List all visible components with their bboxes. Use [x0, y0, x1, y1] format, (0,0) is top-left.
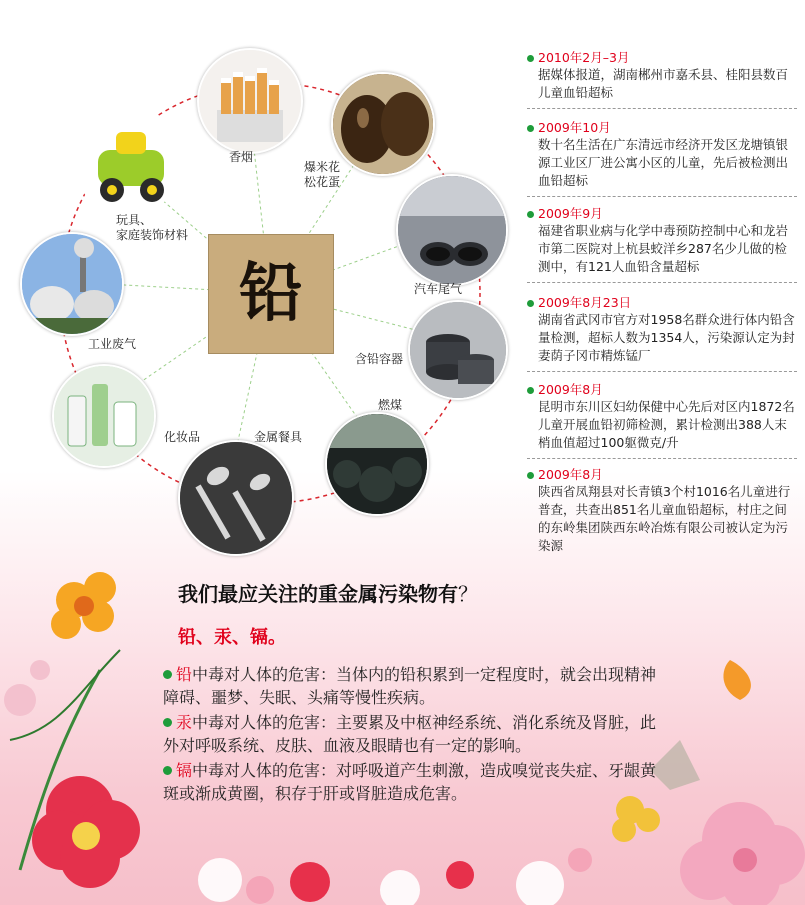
- question-mark: ？: [458, 582, 478, 606]
- news-text: 湖南省武冈市官方对1958名群众进行体内铅含量检测，超标人数为1354人，污染源认定为封妻荫子冈市精炼锰厂: [538, 312, 795, 363]
- label-coal: 燃煤: [378, 398, 403, 412]
- news-date: 2010年2月–3月: [538, 50, 630, 65]
- label-car-exhaust: 汽车尾气: [414, 282, 463, 296]
- car-exhaust-image: [396, 174, 508, 286]
- news-text: 陕西省凤翔县对长青镇3个村1016名儿童进行普查，共查出851名儿童血铅超标，村庄之间的东岭集团陕西东岭冶炼有限公司被认定为污染源: [538, 484, 791, 553]
- metal-name: 铅: [176, 665, 193, 684]
- question-text: 我们最应关注的重金属污染物有: [178, 582, 458, 606]
- butterfly-icon: [723, 660, 750, 700]
- divider: [527, 282, 797, 283]
- divider: [527, 458, 797, 459]
- news-item: [527, 467, 797, 555]
- news-date: 2009年10月: [538, 120, 611, 135]
- lead-character: 铅: [239, 257, 303, 331]
- toy-car-image: [74, 108, 182, 216]
- label-popcorn-egg: 爆米花 松花蛋: [304, 160, 341, 189]
- news-date: 2009年8月: [538, 382, 603, 397]
- flower-decoration-left: [0, 540, 170, 905]
- label-cigarettes: 香烟: [229, 150, 254, 164]
- bullet-icon: [163, 718, 172, 727]
- metal-tableware-image: [178, 440, 294, 556]
- news-date: 2009年8月23日: [538, 295, 632, 310]
- cigarettes-image: [197, 48, 303, 154]
- label-lead-container: 含铅容器: [355, 352, 404, 366]
- label-metal-tableware: 金属餐具: [254, 430, 303, 444]
- divider: [527, 371, 797, 372]
- metal-name: 汞: [176, 713, 193, 732]
- hazard-text: 中毒对人体的危害：当体内的铅积累到一定程度时，就会出现精神障碍、噩梦、失眠、头痛等慢性疾病。: [163, 665, 657, 707]
- hazard-text: 中毒对人体的危害：对呼吸道产生刺激，造成嗅觉丧失症、牙龈黄斑或渐成黄圈，积存于肝或肾脏造成危害。: [163, 761, 657, 803]
- bullet-icon: [527, 300, 534, 307]
- bullet-icon: [527, 387, 534, 394]
- metals-answer: 铅、汞、镉。: [178, 627, 286, 648]
- lead-hub: [208, 234, 334, 354]
- news-text: 昆明市东川区妇幼保健中心先后对区内1872名儿童开展血铅初筛检测，累计检测出388人末梢血值超过100躯微克/升: [538, 399, 795, 450]
- industrial-exhaust-image: [20, 232, 124, 336]
- label-industrial-exhaust: 工业废气: [88, 337, 137, 351]
- news-item: [527, 50, 797, 109]
- hazard-item-mercury: [163, 711, 663, 757]
- hazard-item-lead: [163, 663, 663, 709]
- label-cosmetics: 化妆品: [164, 430, 201, 444]
- bullet-icon: [527, 55, 534, 62]
- bullet-icon: [163, 766, 172, 775]
- preserved-egg-image: [331, 72, 435, 176]
- metal-name: 镉: [176, 761, 193, 780]
- news-item: [527, 120, 797, 197]
- divider: [527, 196, 797, 197]
- bullet-icon: [527, 125, 534, 132]
- news-item: [527, 295, 797, 372]
- news-item: [527, 382, 797, 459]
- news-date: 2009年8月: [538, 467, 603, 482]
- question-heading: [178, 578, 478, 607]
- flower-decoration-bottom: [160, 820, 610, 905]
- news-text: 数十名生活在广东清远市经济开发区龙塘镇银源工业区厂进公寓小区的儿童，先后被检测出血铅超标: [538, 137, 789, 188]
- bullet-icon: [163, 670, 172, 679]
- cosmetics-image: [52, 364, 156, 468]
- news-item: [527, 206, 797, 283]
- label-toys-decor: 玩具、 家庭装饰材料: [116, 213, 189, 242]
- news-text: 据媒体报道，湖南郴州市嘉禾县、桂阳县数百儿童血铅超标: [538, 67, 789, 100]
- coal-image: [325, 412, 429, 516]
- hazard-item-cadmium: [163, 759, 663, 805]
- news-text: 福建省职业病与化学中毒预防控制中心和龙岩市第二医院对上杭县蛟洋乡287名少儿做的检测中，有121人血铅含量超标: [538, 223, 789, 274]
- bullet-icon: [527, 211, 534, 218]
- lead-container-image: [408, 300, 508, 400]
- hazard-text: 中毒对人体的危害：主要累及中枢神经系统、消化系统及肾脏，此外对呼吸系统、皮肤、血液及眼睛也有一定的影响。: [163, 713, 657, 755]
- divider: [527, 108, 797, 109]
- news-date: 2009年9月: [538, 206, 603, 221]
- bullet-icon: [527, 472, 534, 479]
